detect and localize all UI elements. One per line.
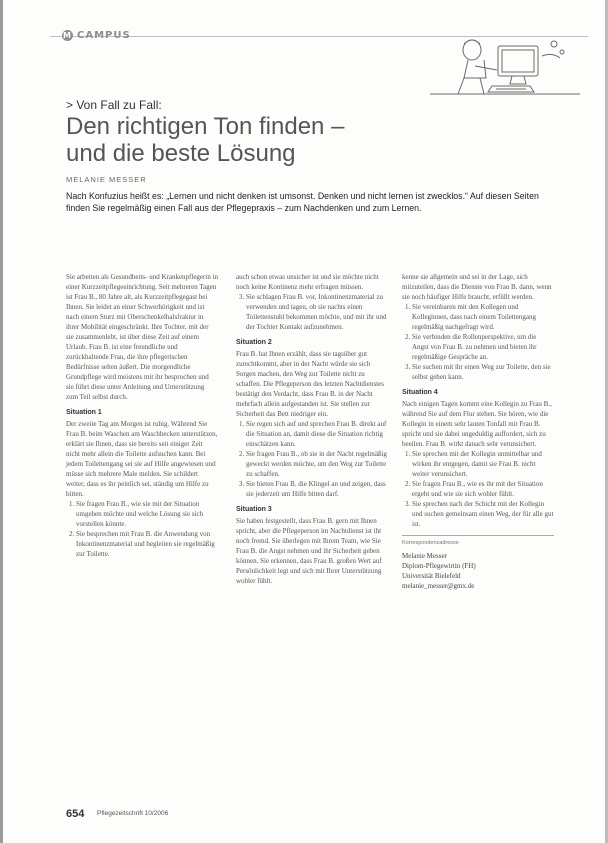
title-line-2: und die beste Lösung bbox=[66, 140, 296, 167]
situation-heading-4: Situation 4 bbox=[402, 389, 438, 396]
continued-text: auch schon etwas unsicher ist und sie möchte nicht noch keine Kontinenz mehr erfragen müssen. bbox=[236, 273, 379, 291]
option-item: 3. Sie sprechen nach der Schicht mit der Kollegin und suchen gemeinsam einen Weg, der für alle gut ist. bbox=[412, 499, 554, 529]
option-item: 3. Sie suchen mit ihr einen Weg zur Toilette, den sie selbst gehen kann. bbox=[412, 362, 554, 382]
text-column-3 bbox=[402, 272, 554, 591]
section-header bbox=[62, 30, 131, 41]
situation-text-3: Sie haben festgestellt, dass Frau B. gern mit Ihnen spricht, aber die Pflegeperson im Nachtdienst ist ihr noch fremd. Sie überlegen mit Ihrem Team, wie Sie Frau B. die Angst nehmen und ihr Sicherheit geben können. Sie erkennen, dass Frau B. großen Wert auf Persönlichkeit legt und sich mit Ihrer Unterstützung wohler fühlt. bbox=[236, 517, 382, 585]
section-label: CAMPUS bbox=[77, 30, 131, 41]
student-at-computer-illustration bbox=[430, 36, 580, 98]
situation-options-4 bbox=[402, 449, 554, 529]
case-description: Sie arbeiten als Gesundheits- und Krankenpflegerin in einer Kurzzeitpflegeeinrichtung. Seit mehreren Tagen ist Frau B., 80 Jahre alt, als Kurzzeitpflegegast bei Ihnen. Sie leidet an einer Schwerhörigkeit und ist nach einem Sturz mit Oberschenkelhalsfraktur in ihrer Mobilität eingeschränkt. Ihre Tochter, mit der sie zusammenlebt, ist über diese Zeit auf einem Urlaub. Frau B. ist eine freundliche und zurückhaltende Frau, die ihre pflegerischen Bedürfnisse selten äußert. Die morgendliche Grundpflege wird meistens mit ihr besprochen und sie führt diese unter Anleitung und Unterstützung zum Teil selbst durch. bbox=[66, 273, 219, 401]
situation-options-1 bbox=[66, 499, 218, 559]
scan-edge-left bbox=[0, 0, 3, 843]
title-line-1: Den richtigen Ton finden – bbox=[66, 113, 345, 140]
situation-options-1-cont bbox=[236, 292, 388, 332]
address-institution: Universität Bielefeld bbox=[402, 572, 461, 580]
address-title: Diplom-Pflegewirtin (FH) bbox=[402, 562, 476, 570]
address-email: melanie_messer@gmx.de bbox=[402, 582, 475, 590]
option-item: 2. Sie fragen Frau B., ob sie in der Nacht regelmäßig geweckt werden möchte, um den Weg zur Toilette zu schaffen. bbox=[246, 449, 388, 479]
address-box bbox=[402, 551, 554, 591]
text-column-2 bbox=[236, 272, 388, 586]
option-item: 2. Sie besprechen mit Frau B. die Anwendung von Inkontinenzmaterial und begleiten sie regelmäßig zur Toilette. bbox=[76, 529, 218, 559]
author-byline: MELANIE MESSER bbox=[66, 175, 147, 184]
article-title bbox=[66, 113, 466, 167]
situation-text-2: Frau B. hat Ihnen erzählt, dass sie tagsüber gut zurechtkommt, aber in der Nacht würde sie sich Sorgen machen, den Weg zur Toilette nicht zu schaffen. Die Pflegeperson des letzten Nachtdienstes bestätigt den Verdacht, dass Frau B. in der Nacht mehrfach allein aufgestanden ist. Sie stellen zur Sicherheit das Bett niedriger ein. bbox=[236, 350, 384, 418]
address-box-heading: Korrespondenzadresse bbox=[402, 540, 459, 546]
situation-options-3 bbox=[402, 302, 554, 382]
option-item: 3. Sie bieten Frau B. die Klingel an und zeigen, dass sie jederzeit um Hilfe bitten darf. bbox=[246, 479, 388, 499]
option-item: 2. Sie verbinden die Rollenperspektive, um die Angst von Frau B. zu nehmen und bieten ihr regelmäßige Gespräche an. bbox=[412, 332, 554, 362]
situation-heading-3: Situation 3 bbox=[236, 506, 272, 513]
address-box-rule bbox=[402, 535, 554, 536]
option-item: 1. Sie regen sich auf und sprechen Frau B. direkt auf die Situation an, damit diese die Situation richtig einschätzen kann. bbox=[246, 419, 388, 449]
page-number: 654 bbox=[66, 808, 85, 820]
text-column-1 bbox=[66, 272, 218, 559]
campus-badge-icon: M bbox=[63, 31, 72, 40]
journal-name: Pflegezeitschrift 10/2006 bbox=[97, 810, 169, 817]
continued-text: kenne sie allgemein und sei in der Lage, sich mitzuteilen, dass die Dienste von Frau B. dann, wenn sie noch häufiger Hilfe braucht, erfüllt werden. bbox=[402, 273, 552, 301]
situation-options-2 bbox=[236, 419, 388, 499]
address-name: Melanie Messer bbox=[402, 552, 447, 560]
option-item: 1. Sie fragen Frau B., wie sie mit der Situation umgehen möchte und welche Lösung sie sich vorstellen könnte. bbox=[76, 499, 218, 529]
situation-heading-1: Situation 1 bbox=[66, 409, 102, 416]
option-item: 1. Sie vereinbaren mit den Kollegen und Kolleginnen, dass nach einem Toilettengang regelmäßig nachgefragt wird. bbox=[412, 302, 554, 332]
situation-text-4: Nach einigen Tagen kommt eine Kollegin zu Frau B., während Sie auf dem Flur stehen. Sie hören, wie die Kollegin in einem sehr lauten Tonfall mit Frau B. spricht und sie dabei ungeduldig auffordert, sich zu beeilen. Frau B. wirkt danach sehr verunsichert. bbox=[402, 400, 552, 448]
article-kicker: > Von Fall zu Fall: bbox=[66, 98, 162, 112]
option-item: 1. Sie sprechen mit der Kollegin unmittelbar und wirken ihr entgegen, damit sie Frau B. nicht weiter verunsichert. bbox=[412, 449, 554, 479]
article-intro: Nach Konfuzius heißt es: „Lernen und nicht denken ist umsonst. Denken und nicht lernen ist zwecklos.“ Auf diesen Seiten finden Sie regelmäßig einen Fall aus der Pflegepraxis – zum Nachdenken und zum Lernen. bbox=[66, 191, 539, 213]
option-item: 3. Sie schlagen Frau B. vor, Inkontinenzmaterial zu verwenden und tagen, ob sie nachts einen Toilettenstuhl bekommen möchte, und mit ihr und der Tochter Kontakt aufzunehmen. bbox=[246, 292, 388, 332]
situation-heading-2: Situation 2 bbox=[236, 339, 272, 346]
option-item: 2. Sie fragen Frau B., wie es ihr mit der Situation ergeht und wie sie sich wohler fühlt. bbox=[412, 479, 554, 499]
situation-text-1: Der zweite Tag am Morgen ist ruhig. Während Sie Frau B. beim Waschen am Waschbecken unterstützen, erklärt sie Ihnen, dass sie bereits seit einiger Zeit nicht mehr allein die Toilette aufsuchen kann. Bei jedem Toilettengang sei sie auf Hilfe angewiesen und müsse sich mehrere Male melden. Sie schildert weiter, dass es ihr peinlich sei, ständig um Hilfe zu bitten. bbox=[66, 420, 218, 498]
